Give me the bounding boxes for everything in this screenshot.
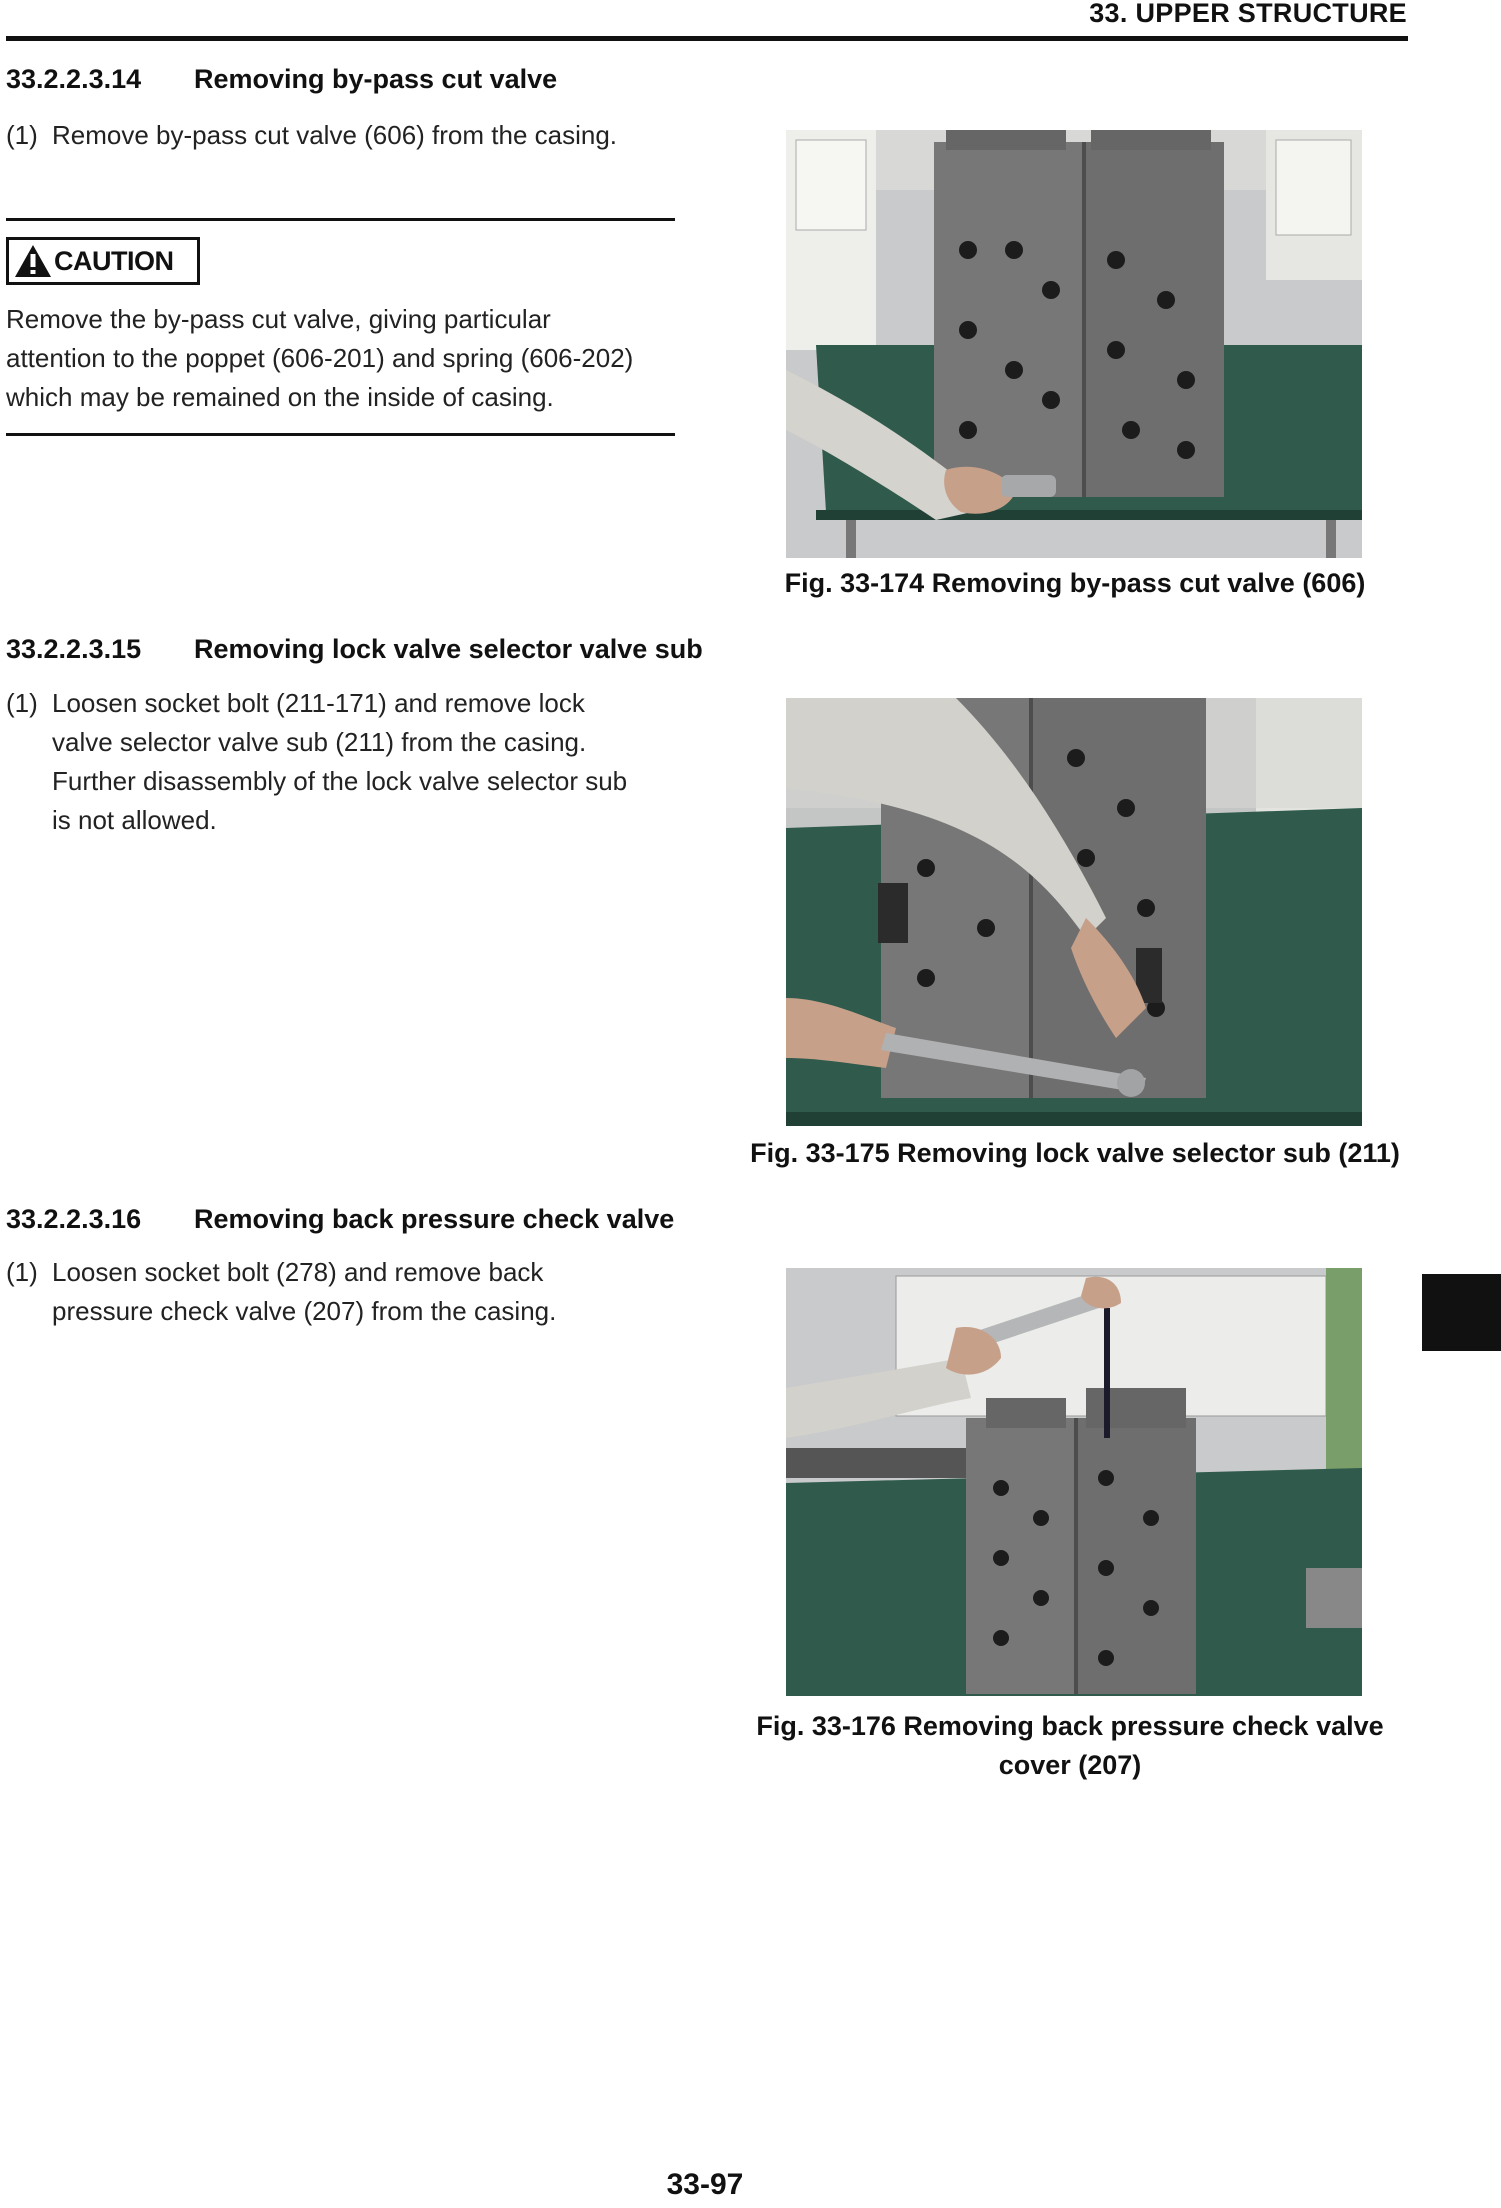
- caution-line: Remove the by-pass cut valve, giving particular: [6, 304, 551, 334]
- caution-line: attention to the poppet (606-201) and spring (606-202): [6, 343, 634, 373]
- caption-line: Fig. 33-176 Removing back pressure check valve: [756, 1711, 1384, 1741]
- caption-line: cover (207): [998, 1750, 1142, 1780]
- caution-label: CAUTION: [54, 245, 174, 276]
- section-number: 33.2.2.3.14: [6, 64, 142, 94]
- figure-caption: [730, 1138, 1420, 1169]
- chapter-header-title: 33. UPPER STRUCTURE: [1089, 0, 1407, 28]
- figure-photo-back-pressure-valve: [786, 1268, 1362, 1696]
- figure-photo-lock-valve-selector: [786, 698, 1362, 1126]
- figure-photo-bypass-valve: [786, 130, 1362, 558]
- step-line: is not allowed.: [52, 805, 217, 835]
- step-line: Loosen socket bolt (211-171) and remove lock: [52, 688, 585, 718]
- section-title: Removing by-pass cut valve: [194, 64, 558, 94]
- caution-bottom-rule: [6, 433, 675, 436]
- step-line: pressure check valve (207) from the casing.: [52, 1296, 557, 1326]
- header-rule: [6, 36, 1408, 41]
- step-text: [52, 116, 692, 155]
- caption-line: Fig. 33-175 Removing lock valve selector sub (211): [750, 1138, 1400, 1168]
- caution-top-rule: [6, 218, 675, 221]
- chapter-index-tab: [1422, 1274, 1501, 1351]
- section-number: 33.2.2.3.16: [6, 1204, 142, 1234]
- warning-triangle-icon: [13, 243, 53, 279]
- page-number: 33-97: [666, 2168, 744, 2201]
- caption-line: Fig. 33-174 Removing by-pass cut valve (606): [784, 568, 1366, 598]
- step-line: valve selector valve sub (211) from the casing.: [52, 727, 587, 757]
- figure-caption: [740, 1707, 1400, 1785]
- section-title: Removing back pressure check valve: [194, 1204, 675, 1234]
- step-text: [52, 1253, 692, 1331]
- step-text: [52, 684, 692, 840]
- step-line: Loosen socket bolt (278) and remove back: [52, 1257, 544, 1287]
- section-title: Removing lock valve selector valve sub: [194, 634, 703, 664]
- step-number: (1): [6, 120, 38, 150]
- caution-text: [6, 300, 686, 417]
- step-line: Further disassembly of the lock valve selector sub: [52, 766, 628, 796]
- step-line: Remove by-pass cut valve (606) from the casing.: [52, 120, 618, 150]
- step-number: (1): [6, 688, 38, 718]
- caution-badge: [6, 237, 200, 285]
- step-number: (1): [6, 1257, 38, 1287]
- caution-line: which may be remained on the inside of casing.: [6, 382, 554, 412]
- section-number: 33.2.2.3.15: [6, 634, 142, 664]
- figure-caption: [760, 568, 1390, 599]
